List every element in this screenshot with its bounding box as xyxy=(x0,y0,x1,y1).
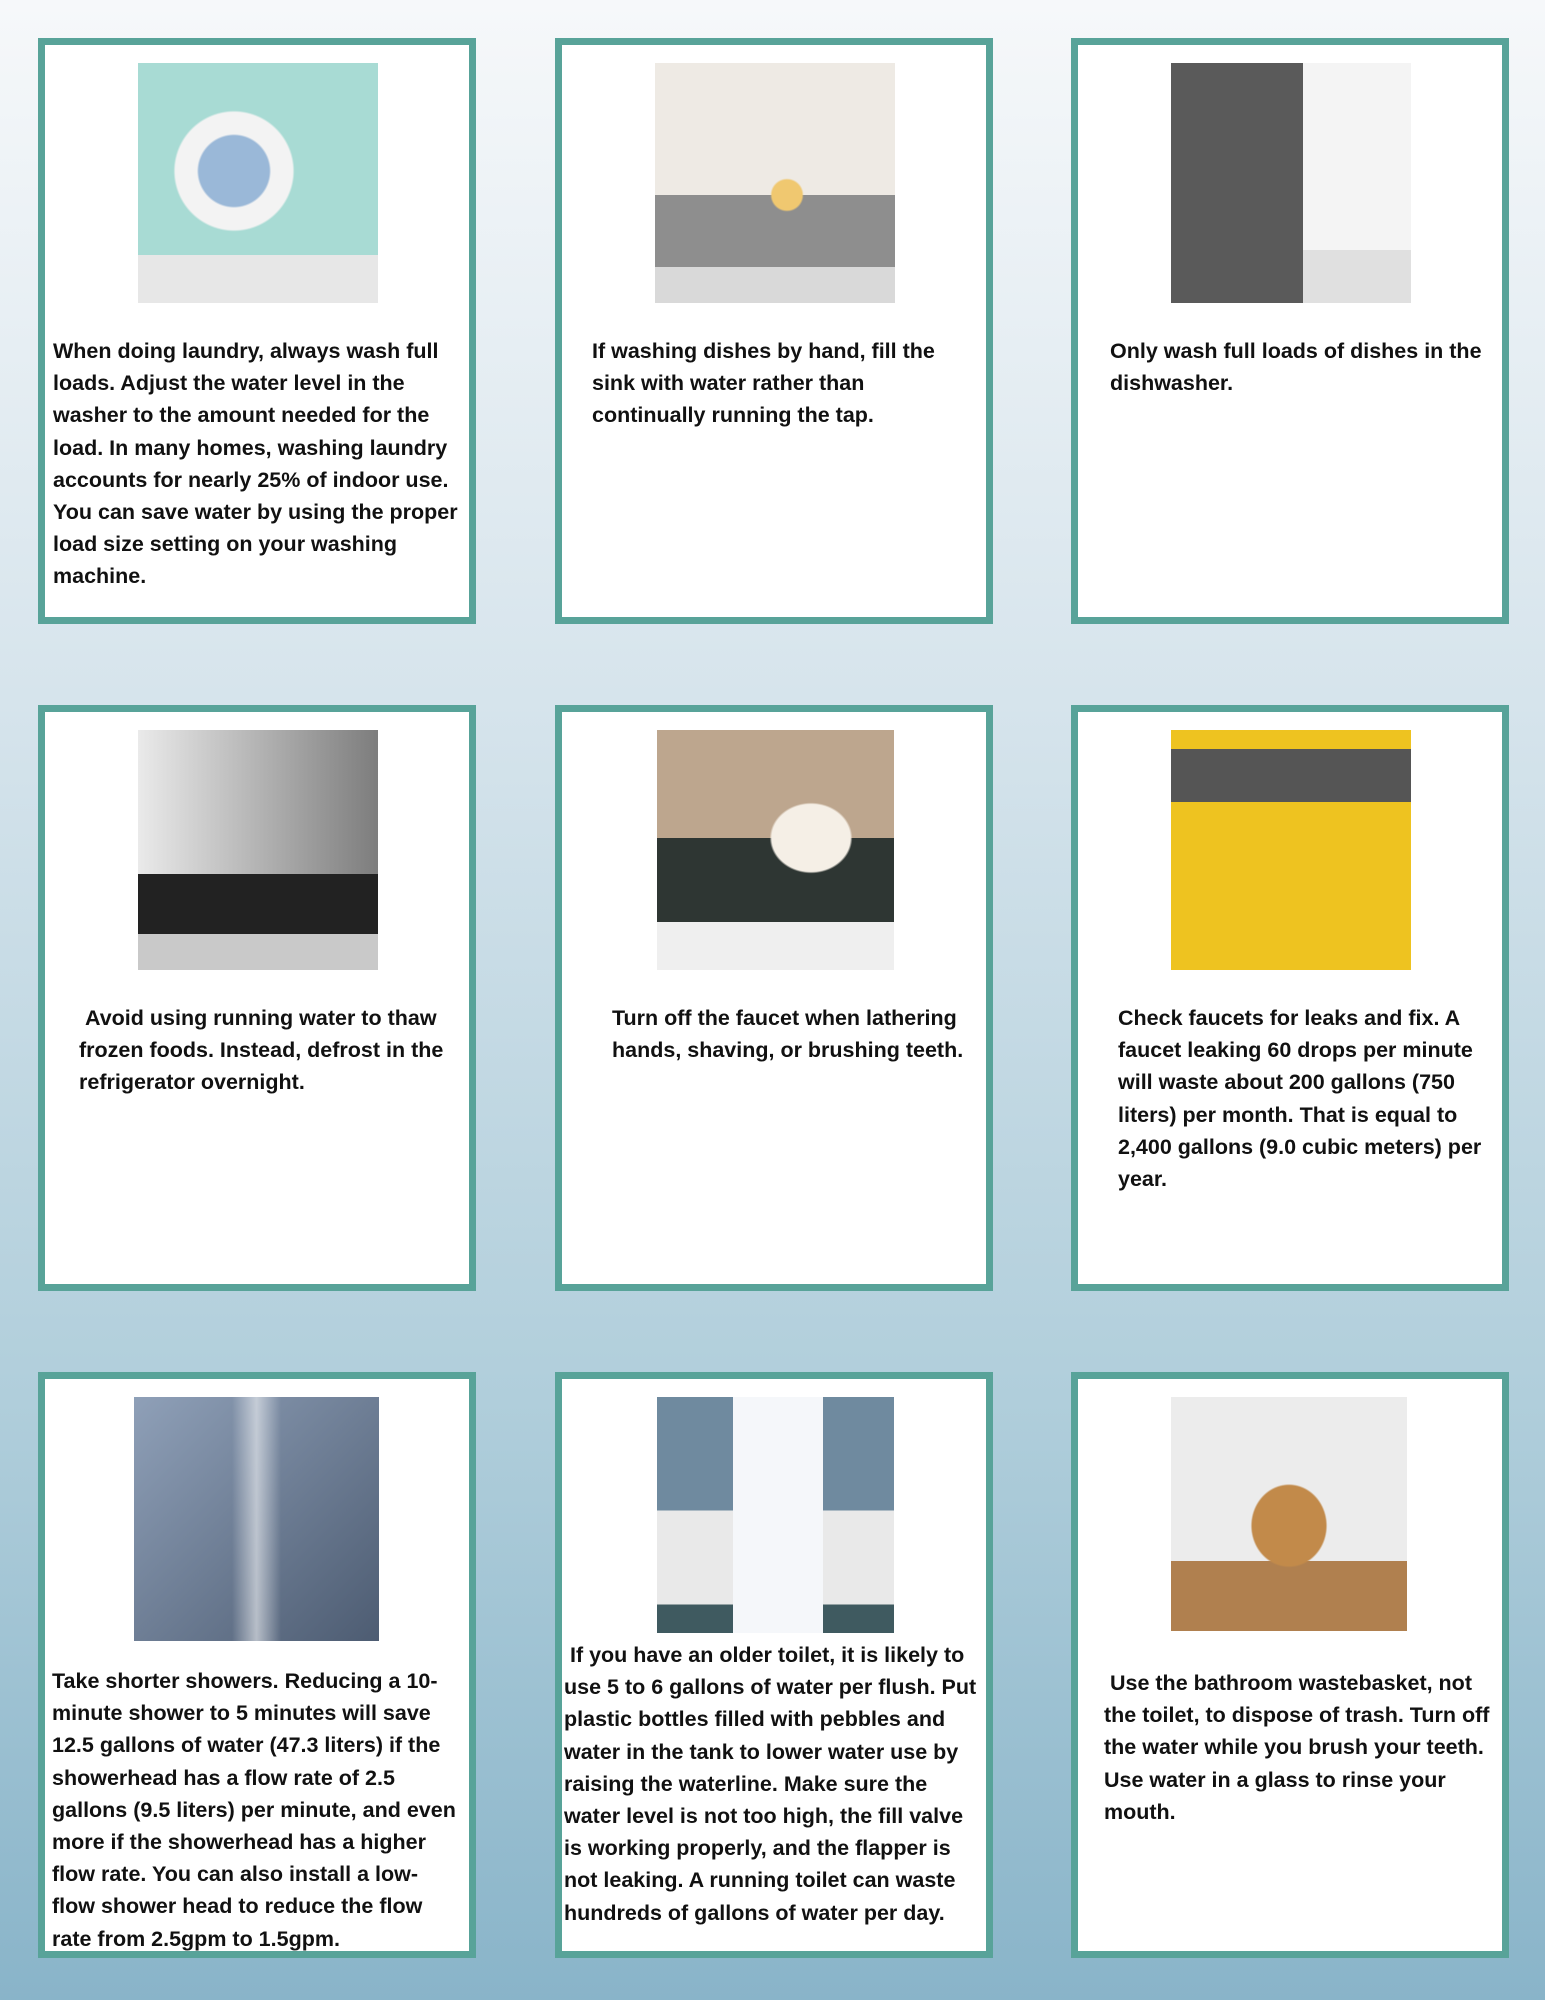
tip-text: Only wash full loads of dishes in the dishwasher. xyxy=(1110,339,1488,396)
tip-card-shorter-showers xyxy=(38,1372,476,1958)
tip-card-hand-dishes xyxy=(555,38,993,624)
tip-card-wastebasket xyxy=(1071,1372,1509,1958)
wicker-wastebasket-photo xyxy=(1171,1397,1407,1631)
leaking-faucet-photo xyxy=(1171,730,1411,970)
woman-brushing-teeth-photo xyxy=(657,730,894,970)
rain-shower-photo xyxy=(134,1397,379,1641)
kitchen-sink-faucet-photo xyxy=(138,730,378,970)
tip-text: Take shorter showers. Reducing a 10-minute shower to 5 minutes will save 12.5 gallons of water (47.3 liters) if the showerhead has a flow rate of 2.5 gallons (9.5 liters) per minute, and even more if the showerhead has a higher flow rate. You can also install a low- flow shower head to reduce the flow rate from 2.5gpm to 1.5gpm. xyxy=(52,1669,462,1951)
washing-machine-photo xyxy=(138,63,378,303)
hand-washing-dishes-photo xyxy=(655,63,895,303)
tip-card-dishwasher xyxy=(1071,38,1509,624)
tip-text: If washing dishes by hand, fill the sink with water rather than continually running the tap. xyxy=(592,339,941,428)
tip-text: Avoid using running water to thaw frozen foods. Instead, defrost in the refrigerator overnight. xyxy=(79,1006,450,1095)
tip-text: Check faucets for leaks and fix. A faucet leaking 60 drops per minute will waste about 200 gallons (750 liters) per month. That is equal to 2,400 gallons (9.0 cubic meters) per year. xyxy=(1118,1006,1488,1192)
tip-card-older-toilet xyxy=(555,1372,993,1958)
tip-text: If you have an older toilet, it is likely to use 5 to 6 gallons of water per flush. Put plastic bottles filled with pebbles and water in the tank to lower water use by raising the waterline. Make sure the water level is not too high, the fill valve is working properly, and the flapper is not leaking. A running toilet can waste hundreds of gallons of water per day. xyxy=(564,1643,983,1925)
tip-text: Turn off the faucet when lathering hands, shaving, or brushing teeth. xyxy=(612,1006,964,1063)
dishwasher-photo xyxy=(1171,63,1411,303)
tip-text: When doing laundry, always wash full loads. Adjust the water level in the washer to the amount needed for the load. In many homes, washing laundry accounts for nearly 25% of indoor use. You can save water by using the proper load size setting on your washing machine. xyxy=(53,339,464,589)
tip-card-faucet-off xyxy=(555,705,993,1291)
tip-card-leaks xyxy=(1071,705,1509,1291)
tip-card-laundry xyxy=(38,38,476,624)
bathroom-toilet-photo xyxy=(657,1397,894,1633)
tip-text: Use the bathroom wastebasket, not the toilet, to dispose of trash. Turn off the water while you brush your teeth. Use water in a glass to rinse your mouth. xyxy=(1104,1671,1496,1824)
tip-card-thaw-food xyxy=(38,705,476,1291)
